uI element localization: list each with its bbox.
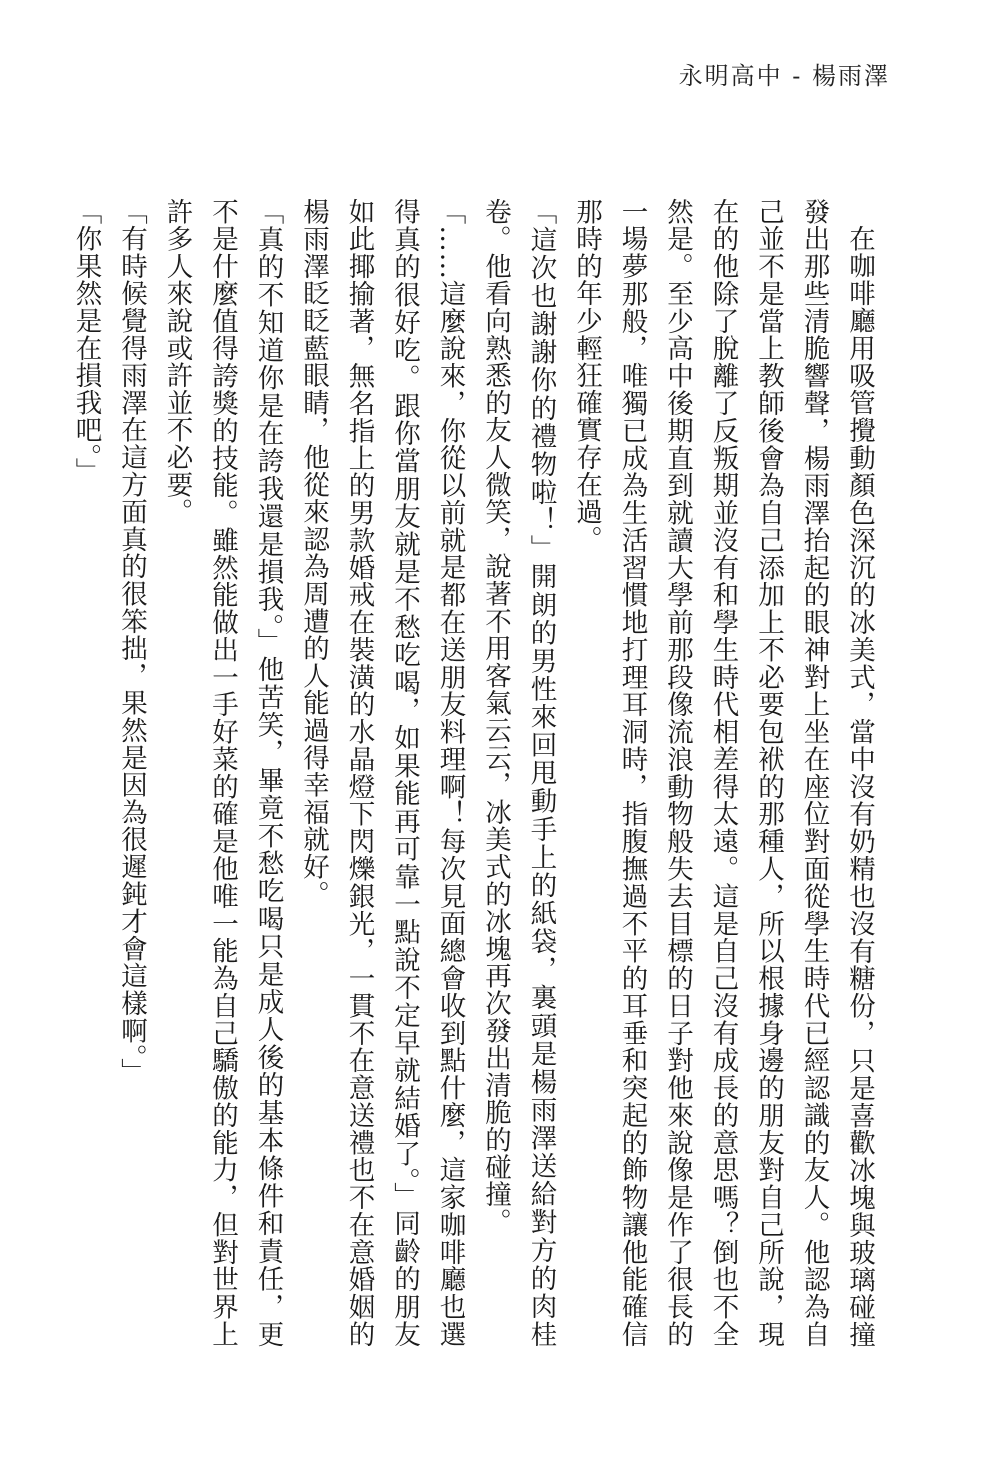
paragraph-6: 「你果然是在損我吧。」 (70, 198, 102, 486)
paragraph-1: 在咖啡廳用吸管攪動顏色深沉的冰美式，當中沒有奶精也沒有糖份，只是喜歡冰塊與玻璃碰撞發出那些清脆響聲，楊雨澤抬起的眼神對上坐在座位對面從學生時代已經認識的友人。他認為自己並不是當上教師後會為自己添加上不必要包袱的那種人，所以根據身邊的朋友對自己所說，現在的他除了脫離了反叛期並沒有和學生時代相差得太遠。這是自己沒有成長的意思嗎？倒也不全然是。至少高中後期直到就讀大學前那段像流浪動物般失去目標的日子對他來說像是作了很長的一場夢那般，唯獨已成為生活習慣地打理耳洞時，指腹撫過不平的耳垂和突起的飾物讓他能確信那時的年少輕狂確實存在過。 (571, 198, 875, 1348)
paragraph-5: 「有時候覺得雨澤在這方面真的很笨拙，果然是因為很遲鈍才會這樣啊。」 (116, 198, 147, 1086)
paragraph-3: 「……這麼說來，你從以前就是都在送朋友料理啊！每次見面總會收到點什麼，這家咖啡廳也選得真的很好吃。跟你當朋友就是不愁吃喝，如果能再可靠一點說不定早就結婚了。」同齡的朋友如此揶揄著，無名指上的男款婚戒在裝潢的水晶燈下閃爍銀光，一貫不在意送禮也不在意婚姻的楊雨澤眨眨藍眼睛，他從來認為周遭的人能過得幸福就好。 (298, 198, 466, 1348)
running-header: 永明高中 - 楊雨澤 (678, 62, 890, 90)
paragraph-4: 「真的不知道你是在誇我還是損我。」他苦笑，畢竟不愁吃喝只是成人後的基本條件和責任，更不是什麼值得誇獎的技能。雖然能做出一手好菜的確是他唯一能為自己驕傲的能力，但對世界上許多人來說或許並不必要。 (161, 198, 284, 1348)
vertical-text-body (70, 198, 882, 1348)
paragraph-2: 「這次也謝謝你的禮物啦！」開朗的男性來回甩動手上的紙袋，裏頭是楊雨澤送給對方的肉桂卷。他看向熟悉的友人微笑，說著不用客氣云云，冰美式的冰塊再次發出清脆的碰撞。 (480, 198, 557, 1348)
